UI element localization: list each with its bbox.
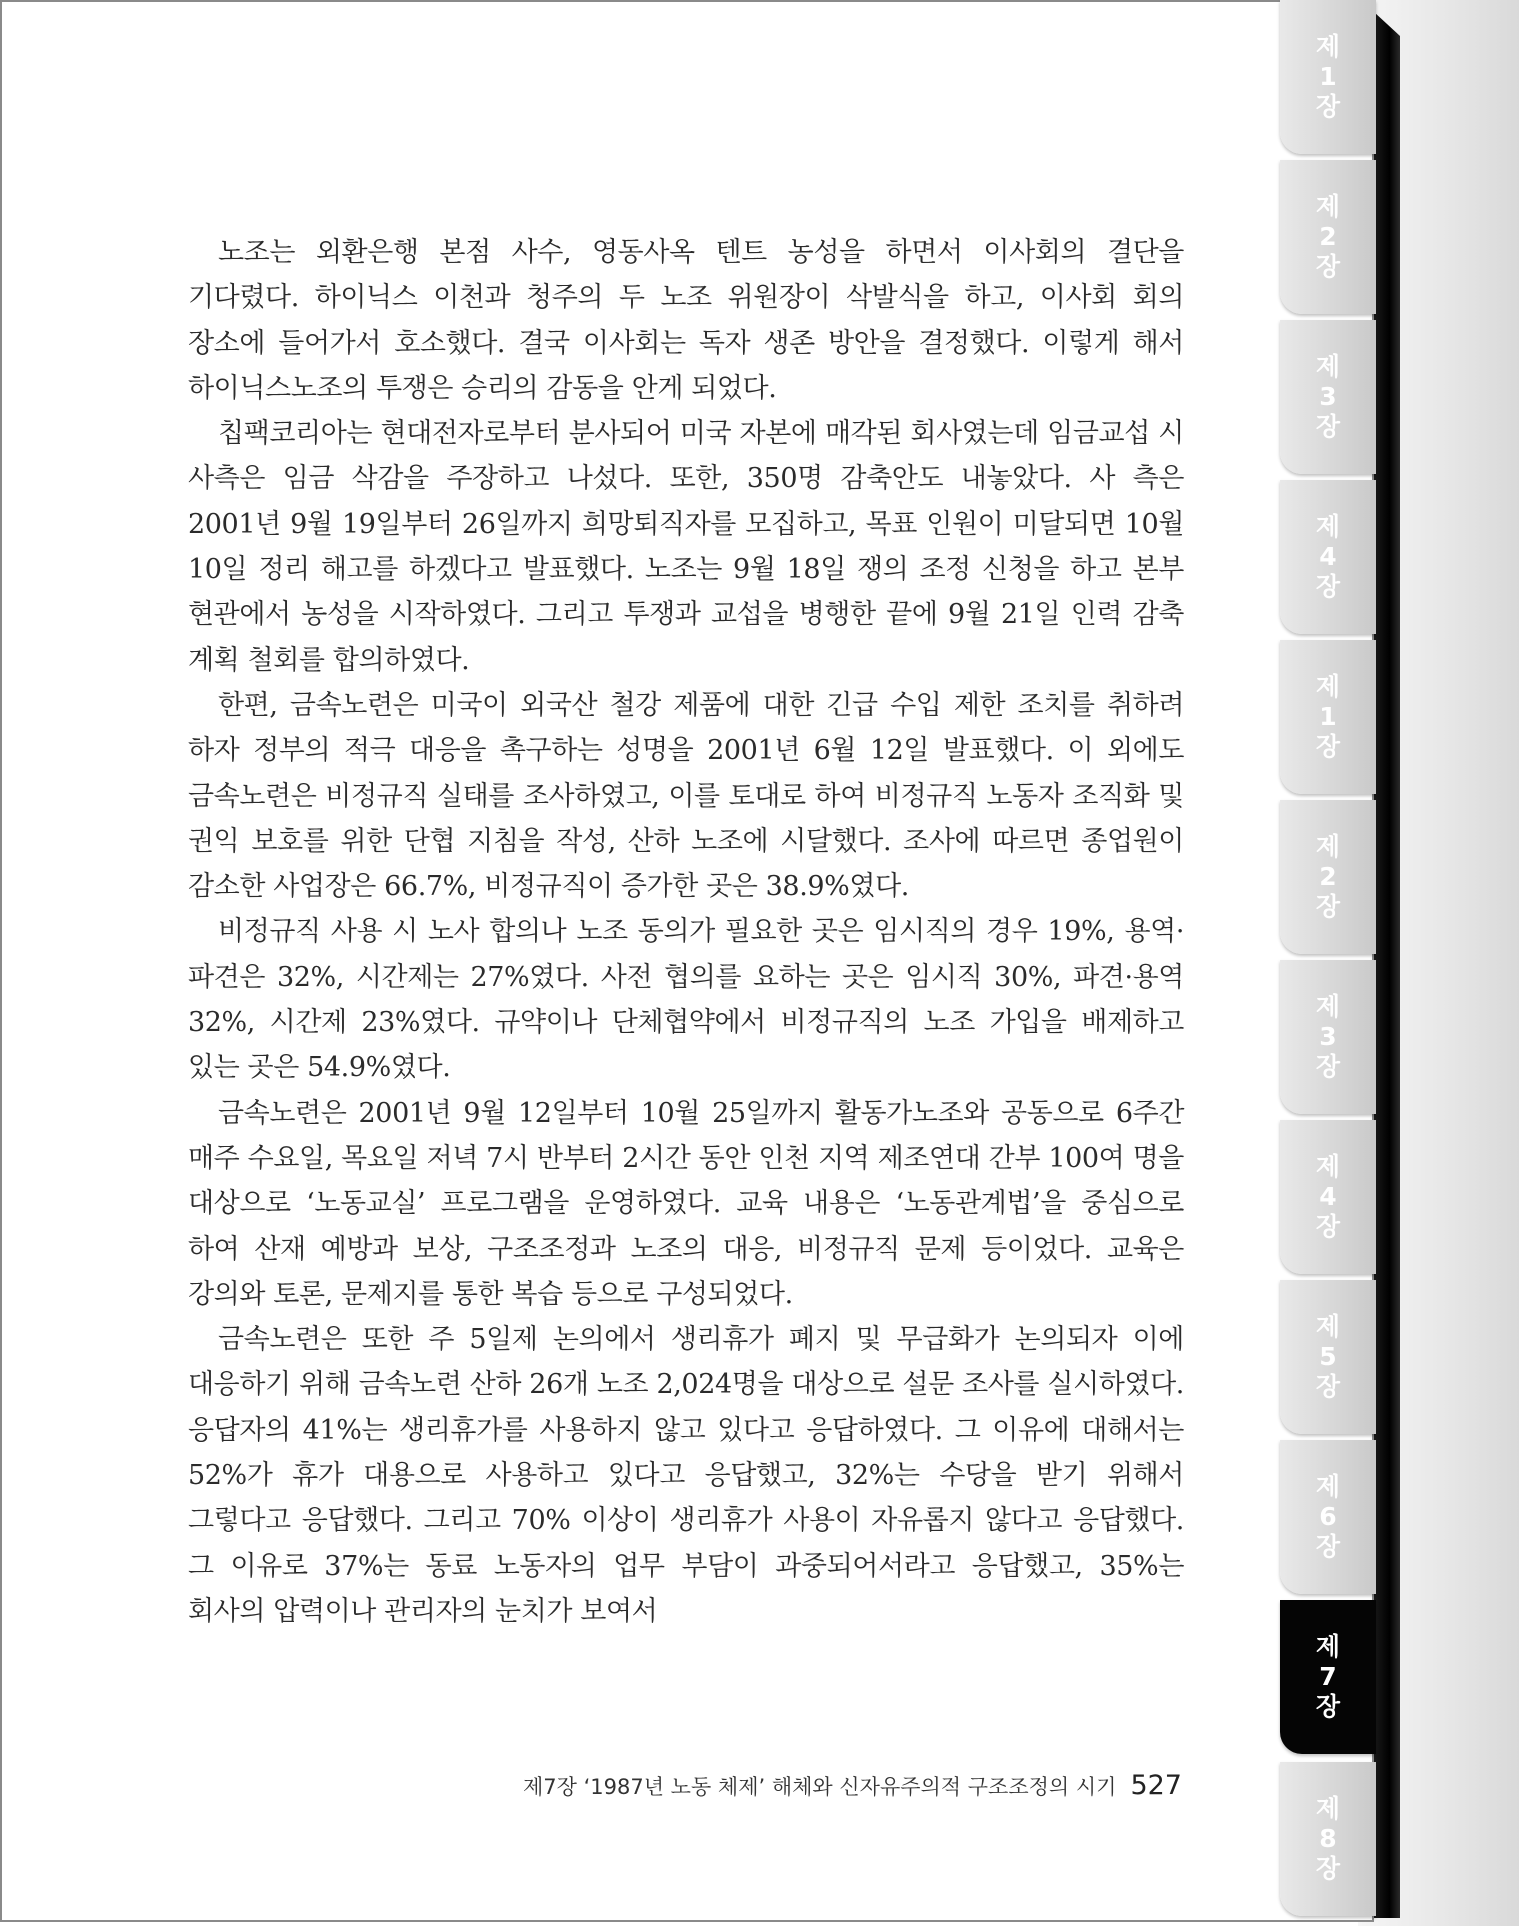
chapter-tab-label: 제5장	[1315, 1312, 1341, 1401]
paragraph: 금속노련은 2001년 9월 12일부터 10월 25일까지 활동가노조와 공동으로 6주간 매주 수요일, 목요일 저녁 7시 반부터 2시간 동안 인천 지역 제조연대 간부 100여 명을 대상으로 ‘노동교실’ 프로그램을 운영하였다. 교육 내용은 ‘노동관계법’을 중심으로 하여 산재 예방과 보상, 구조조정과 노조의 대응, 비정규직 문제 등이었다. 교육은 강의와 토론, 문제지를 통한 복습 등으로 구성되었다.	[188, 1097, 1184, 1310]
chapter-tab[interactable]	[1280, 0, 1376, 154]
paragraph: 비정규직 사용 시 노사 합의나 노조 동의가 필요한 곳은 임시직의 경우 19%, 용역·파견은 32%, 시간제는 27%였다. 사전 협의를 요하는 곳은 임시직 30%, 파견·용역 32%, 시간제 23%였다. 규약이나 단체협약에서 비정규직의 노조 가입을 배제하고 있는 곳은 54.9%였다.	[188, 916, 1184, 1084]
paragraph: 금속노련은 또한 주 5일제 논의에서 생리휴가 폐지 및 무급화가 논의되자 이에 대응하기 위해 금속노련 산하 26개 노조 2,024명을 대상으로 설문 조사를 실시하였다. 응답자의 41%는 생리휴가를 사용하지 않고 있다고 응답하였다. 그 이유에 대해서는 52%가 휴가 대용으로 사용하고 있다고 응답했고, 32%는 수당을 받기 위해서 그렇다고 응답했다. 그리고 70% 이상이 생리휴가 사용이 자유롭지 않다고 응답했다. 그 이유로 37%는 동료 노동자의 업무 부담이 과중되어서라고 응답했고, 35%는 회사의 압력이나 관리자의 눈치가 보여서	[188, 1324, 1184, 1627]
chapter-tab-label: 제1장	[1315, 672, 1341, 761]
chapter-tab-label: 제2장	[1315, 832, 1341, 921]
chapter-tab[interactable]	[1280, 800, 1376, 954]
page-number: 527	[1130, 1770, 1182, 1801]
paragraph: 칩팩코리아는 현대전자로부터 분사되어 미국 자본에 매각된 회사였는데 임금교섭 시 사측은 임금 삭감을 주장하고 나섰다. 또한, 350명 감축안도 내놓았다. 사 측은 2001년 9월 19일부터 26일까지 희망퇴직자를 모집하고, 목표 인원이 미달되면 10월 10일 정리 해고를 하겠다고 발표했다. 노조는 9월 18일 쟁의 조정 신청을 하고 본부 현관에서 농성을 시작하였다. 그리고 투쟁과 교섭을 병행한 끝에 9월 21일 인력 감축 계획 철회를 합의하였다.	[188, 418, 1184, 676]
chapter-tab[interactable]	[1280, 1762, 1376, 1916]
chapter-tab[interactable]	[1280, 640, 1376, 794]
body-text	[188, 230, 1184, 1634]
paragraph: 노조는 외환은행 본점 사수, 영동사옥 텐트 농성을 하면서 이사회의 결단을 기다렸다. 하이닉스 이천과 청주의 두 노조 위원장이 삭발식을 하고, 이사회 회의 장소에 들어가서 호소했다. 결국 이사회는 독자 생존 방안을 결정했다. 이렇게 해서 하이닉스노조의 투쟁은 승리의 감동을 안게 되었다.	[188, 237, 1184, 404]
chapter-tab-label: 제8장	[1315, 1794, 1341, 1883]
chapter-tab[interactable]	[1280, 1280, 1376, 1434]
chapter-tab[interactable]	[1280, 480, 1376, 634]
chapter-tab-active[interactable]	[1280, 1600, 1376, 1754]
chapter-tab[interactable]	[1280, 1440, 1376, 1594]
chapter-tab-label: 제7장	[1315, 1632, 1341, 1721]
chapter-tab-label: 제6장	[1315, 1472, 1341, 1561]
chapter-tab-label: 제4장	[1315, 512, 1341, 601]
chapter-tab-label: 제3장	[1315, 352, 1341, 441]
chapter-tab-label: 제1장	[1315, 32, 1341, 121]
chapter-tab[interactable]	[1280, 160, 1376, 314]
chapter-tab-label: 제3장	[1315, 992, 1341, 1081]
page-footer	[522, 1770, 1182, 1801]
chapter-tab[interactable]	[1280, 1120, 1376, 1274]
paragraph: 한편, 금속노련은 미국이 외국산 철강 제품에 대한 긴급 수입 제한 조치를 취하려 하자 정부의 적극 대응을 촉구하는 성명을 2001년 6월 12일 발표했다. 이 외에도 금속노련은 비정규직 실태를 조사하였고, 이를 토대로 하여 비정규직 노동자 조직화 및 권익 보호를 위한 단협 지침을 작성, 산하 노조에 시달했다. 조사에 따르면 종업원이 감소한 사업장은 66.7%, 비정규직이 증가한 곳은 38.9%였다.	[188, 689, 1184, 903]
chapter-tab-label: 제4장	[1315, 1152, 1341, 1241]
chapter-tab-label: 제2장	[1315, 192, 1341, 281]
chapter-tabs	[1280, 0, 1390, 1926]
running-title: 제7장 ‘1987년 노동 체제’ 해체와 신자유주의적 구조조정의 시기	[522, 1775, 1117, 1799]
chapter-tab[interactable]	[1280, 960, 1376, 1114]
chapter-tab[interactable]	[1280, 320, 1376, 474]
